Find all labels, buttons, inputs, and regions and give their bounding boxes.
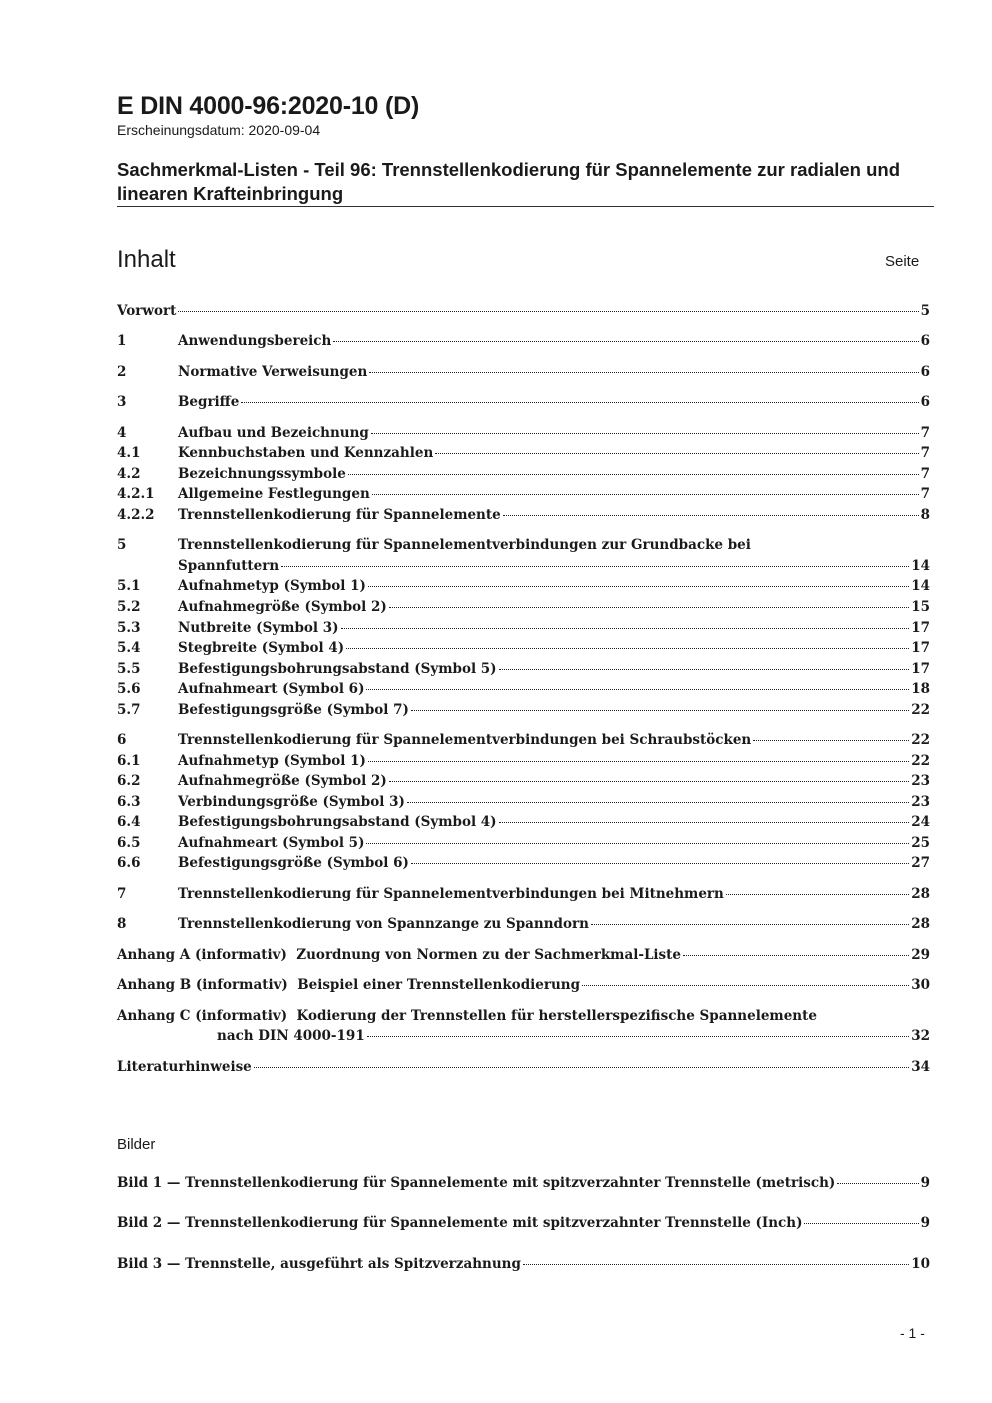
toc-entry-page: 18: [911, 681, 930, 697]
toc-entry-page: 27: [911, 855, 930, 871]
toc-entry[interactable]: [117, 794, 930, 814]
toc-entry-title: Nutbreite (Symbol 3): [178, 620, 339, 636]
toc-entry[interactable]: [117, 425, 930, 445]
toc-entry-number: 5.2: [117, 599, 141, 615]
toc-entry-number: 4.1: [117, 445, 141, 461]
toc-entry-title: Anhang B (informativ) Beispiel einer Trennstellenkodierung: [117, 977, 581, 993]
toc-entry[interactable]: [117, 814, 930, 834]
toc-entry-page: 28: [911, 886, 930, 902]
toc-heading: Inhalt: [117, 246, 176, 273]
toc-entry[interactable]: [117, 537, 930, 557]
toc-entry[interactable]: [117, 445, 930, 465]
toc-entry-page: 30: [911, 977, 930, 993]
toc-entry-page: 7: [920, 425, 930, 441]
toc-entry-number: 2: [117, 364, 127, 380]
toc-entry-number: 6.5: [117, 835, 141, 851]
figure-entry-title: Bild 1 — Trennstellenkodierung für Spannelemente mit spitzverzahnter Trennstelle (metrisch): [117, 1175, 836, 1191]
toc-entry[interactable]: [117, 947, 930, 967]
toc-entry-title: Begriffe: [178, 394, 240, 410]
toc-entry-title: Trennstellenkodierung für Spannelementverbindungen zur Grundbacke bei: [178, 537, 751, 553]
toc-entry-page: 32: [911, 1028, 930, 1044]
toc-entry[interactable]: [117, 1008, 930, 1028]
toc-entry-page: 14: [911, 558, 930, 574]
figure-entry-title: Bild 2 — Trennstellenkodierung für Spannelemente mit spitzverzahnter Trennstelle (Inch): [117, 1215, 803, 1231]
toc-entry-title: Verbindungsgröße (Symbol 3): [178, 794, 405, 810]
toc-entry-number: 6.2: [117, 773, 141, 789]
toc-entry-title: Aufnahmegröße (Symbol 2): [178, 773, 387, 789]
toc-entry[interactable]: [117, 599, 930, 619]
toc-entry-title: Kennbuchstaben und Kennzahlen: [178, 445, 434, 461]
toc-entry-title: Aufnahmetyp (Symbol 1): [178, 578, 366, 594]
toc-entry-continuation[interactable]: [117, 1028, 930, 1048]
figure-entry-page: 9: [920, 1215, 930, 1231]
figure-entry[interactable]: [117, 1175, 930, 1195]
document-code: E DIN 4000-96:2020-10 (D): [117, 92, 420, 120]
toc-entry-number: 5.7: [117, 702, 141, 718]
toc-entry[interactable]: [117, 333, 930, 353]
toc-entry-title: Aufnahmegröße (Symbol 2): [178, 599, 387, 615]
toc-entry-page: 23: [911, 773, 930, 789]
toc-entry[interactable]: [117, 466, 930, 486]
toc-entry-number: 5.1: [117, 578, 141, 594]
toc-entry-title: Aufnahmeart (Symbol 5): [178, 835, 365, 851]
toc-entry-page: 25: [911, 835, 930, 851]
publication-date: Erscheinungsdatum: 2020-09-04: [117, 122, 321, 138]
page-number: - 1 -: [900, 1325, 925, 1341]
toc-entry-page: 17: [911, 620, 930, 636]
toc-entry-page: 14: [911, 578, 930, 594]
toc-entry-page: 17: [911, 661, 930, 677]
toc-entry[interactable]: [117, 394, 930, 414]
toc-entry-page: 28: [911, 916, 930, 932]
toc-entry[interactable]: [117, 661, 930, 681]
toc-entry[interactable]: [117, 753, 930, 773]
toc-entry-page: 7: [920, 445, 930, 461]
toc-entry[interactable]: [117, 364, 930, 384]
toc-entry-number: 5: [117, 537, 127, 553]
toc-entry-title: Literaturhinweise: [117, 1059, 252, 1075]
toc-entry-page: 7: [920, 466, 930, 482]
toc-entry-page: 17: [911, 640, 930, 656]
toc-entry-page: 22: [911, 702, 930, 718]
toc-entry-number: 5.4: [117, 640, 141, 656]
figures-heading: Bilder: [117, 1136, 156, 1153]
toc-entry-number: 4.2.1: [117, 486, 155, 502]
toc-entry-number: 6: [117, 732, 127, 748]
toc-entry-title: Trennstellenkodierung für Spannelemente: [178, 507, 501, 523]
toc-entry-number: 6.1: [117, 753, 141, 769]
toc-entry-number: 4.2.2: [117, 507, 155, 523]
toc-entry-number: 6.6: [117, 855, 141, 871]
toc-entry[interactable]: [117, 977, 930, 997]
toc-entry-number: 7: [117, 886, 127, 902]
toc-entry-title: Befestigungsgröße (Symbol 7): [178, 702, 409, 718]
toc-entry-title: nach DIN 4000-191: [217, 1028, 365, 1044]
toc-entry-number: 5.5: [117, 661, 141, 677]
toc-entry[interactable]: [117, 702, 930, 722]
figure-entry[interactable]: [117, 1256, 930, 1276]
figure-entry-page: 10: [911, 1256, 930, 1272]
toc-entry-page: 15: [911, 599, 930, 615]
toc-entry[interactable]: [117, 886, 930, 906]
toc-entry[interactable]: [117, 303, 930, 323]
toc-entry-title: Befestigungsbohrungsabstand (Symbol 5): [178, 661, 497, 677]
toc-entry-title: Normative Verweisungen: [178, 364, 368, 380]
toc-page-column-label: Seite: [885, 253, 920, 270]
toc-entry[interactable]: [117, 916, 930, 936]
toc-entry[interactable]: [117, 507, 930, 527]
toc-entry-number: 6.4: [117, 814, 141, 830]
toc-entry[interactable]: [117, 773, 930, 793]
toc-entry[interactable]: [117, 1059, 930, 1079]
toc-entry-title: Anhang C (informativ) Kodierung der Trennstellen für herstellerspezifische Spannelemente: [117, 1008, 817, 1024]
toc-entry-number: 5.3: [117, 620, 141, 636]
toc-entry-number: 3: [117, 394, 127, 410]
toc-entry-page: 23: [911, 794, 930, 810]
toc-entry[interactable]: [117, 855, 930, 875]
toc-entry-title: Aufbau und Bezeichnung: [178, 425, 369, 441]
toc-entry[interactable]: [117, 620, 930, 640]
toc-entry-number: 8: [117, 916, 127, 932]
toc-entry-title: Trennstellenkodierung für Spannelementverbindungen bei Mitnehmern: [178, 886, 724, 902]
toc-entry-page: 22: [911, 753, 930, 769]
toc-entry[interactable]: [117, 732, 930, 752]
toc-entry-title: Spannfuttern: [178, 558, 280, 574]
toc-entry-title: Stegbreite (Symbol 4): [178, 640, 345, 656]
toc-entry-continuation[interactable]: [117, 558, 930, 578]
toc-entry-title: Befestigungsgröße (Symbol 6): [178, 855, 409, 871]
toc-entry-page: 6: [920, 394, 930, 410]
toc-entry-page: 6: [920, 333, 930, 349]
figure-entry-page: 9: [920, 1175, 930, 1191]
toc-entry[interactable]: [117, 835, 930, 855]
toc-entry-title: Aufnahmeart (Symbol 6): [178, 681, 365, 697]
toc-entry-title: Anhang A (informativ) Zuordnung von Normen zu der Sachmerkmal-Liste: [117, 947, 681, 963]
toc-entry-page: 6: [920, 364, 930, 380]
toc-entry[interactable]: [117, 640, 930, 660]
toc-entry-title: Allgemeine Festlegungen: [178, 486, 370, 502]
toc-entry-number: 1: [117, 333, 127, 349]
toc-entry-number: 4: [117, 425, 127, 441]
header-divider: [117, 206, 934, 207]
toc-entry[interactable]: [117, 486, 930, 506]
toc-entry-number: 5.6: [117, 681, 141, 697]
figure-entry-title: Bild 3 — Trennstelle, ausgeführt als Spitzverzahnung: [117, 1256, 521, 1272]
toc-entry-page: 5: [920, 303, 930, 319]
figure-entry[interactable]: [117, 1215, 930, 1235]
toc-entry-number: 6.3: [117, 794, 141, 810]
toc-entry-number: 4.2: [117, 466, 141, 482]
toc-entry-page: 8: [920, 507, 930, 523]
toc-entry-title: Bezeichnungssymbole: [178, 466, 346, 482]
toc-entry-page: 22: [911, 732, 930, 748]
toc-entry-page: 29: [911, 947, 930, 963]
toc-entry-title: Trennstellenkodierung von Spannzange zu Spanndorn: [178, 916, 589, 932]
toc-entry-title: Anwendungsbereich: [178, 333, 332, 349]
toc-entry-page: 34: [911, 1059, 930, 1075]
toc-entry[interactable]: [117, 578, 930, 598]
document-subject: Sachmerkmal-Listen - Teil 96: Trennstellenkodierung für Spannelemente zur radialen und linearen Krafteinbringung: [117, 159, 901, 204]
toc-entry-title: Trennstellenkodierung für Spannelementverbindungen bei Schraubstöcken: [178, 732, 752, 748]
toc-entry-title: Befestigungsbohrungsabstand (Symbol 4): [178, 814, 497, 830]
toc-entry-title: Vorwort: [117, 303, 177, 319]
toc-entry-title: Aufnahmetyp (Symbol 1): [178, 753, 366, 769]
toc-entry-page: 7: [920, 486, 930, 502]
toc-entry-page: 24: [911, 814, 930, 830]
toc-entry[interactable]: [117, 681, 930, 701]
